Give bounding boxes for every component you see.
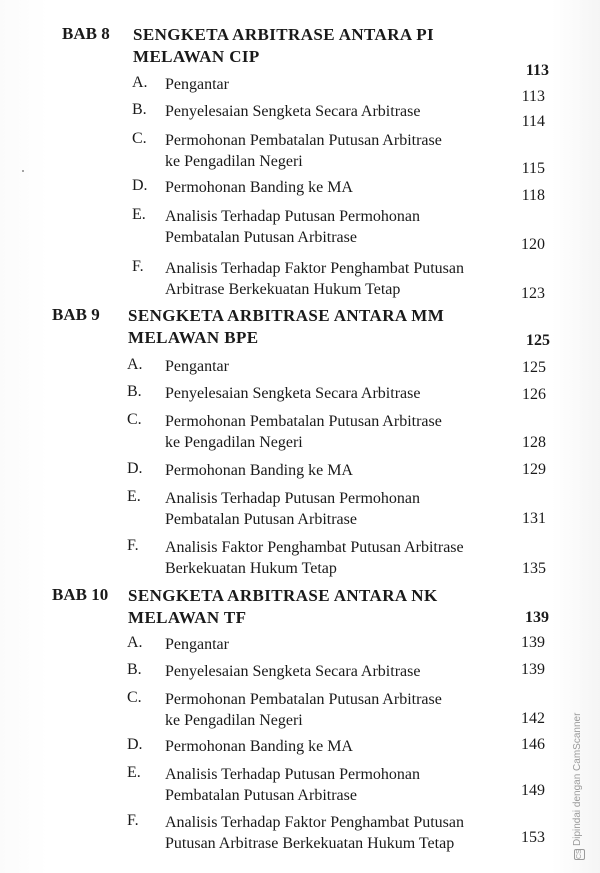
speck bbox=[22, 170, 24, 172]
section-title-line2: Pembatalan Putusan Arbitrase bbox=[165, 511, 357, 528]
scanner-watermark bbox=[572, 713, 585, 860]
camscanner-icon: CS bbox=[576, 849, 583, 859]
section-title-line2: ke Pengadilan Negeri bbox=[165, 712, 303, 729]
section-letter: F. bbox=[127, 537, 139, 554]
section-title-line1: Analisis Terhadap Putusan Permohonan bbox=[165, 766, 420, 783]
section-title-line1: Analisis Faktor Penghambat Putusan Arbitrase bbox=[165, 539, 464, 556]
section-letter: D. bbox=[132, 177, 148, 194]
section-letter: C. bbox=[127, 411, 142, 428]
chapter-title-line2: MELAWAN CIP bbox=[133, 47, 260, 66]
section-title-line1: Permohonan Banding ke MA bbox=[165, 462, 353, 479]
section-title-line1: Permohonan Pembatalan Putusan Arbitrase bbox=[165, 691, 442, 708]
section-title-line1: Analisis Terhadap Putusan Permohonan bbox=[165, 208, 420, 225]
section-title-line1: Pengantar bbox=[165, 76, 229, 93]
section-letter: B. bbox=[127, 383, 142, 400]
section-letter: E. bbox=[127, 488, 141, 505]
chapter-number: BAB 10 bbox=[52, 585, 109, 604]
section-title-line1: Permohonan Pembatalan Putusan Arbitrase bbox=[165, 413, 442, 430]
section-page-number: 126 bbox=[522, 386, 546, 403]
section-title-line2: Berkekuatan Hukum Tetap bbox=[165, 560, 337, 577]
section-title-line1: Analisis Terhadap Faktor Penghambat Putusan bbox=[165, 260, 464, 277]
chapter-page-number: 113 bbox=[525, 62, 549, 79]
chapter-page-number: 139 bbox=[525, 609, 549, 626]
section-page-number: 142 bbox=[521, 710, 545, 727]
section-letter: F. bbox=[132, 258, 144, 275]
section-page-number: 125 bbox=[522, 359, 546, 376]
section-title-line1: Permohonan Pembatalan Putusan Arbitrase bbox=[165, 132, 442, 149]
section-page-number: 131 bbox=[522, 510, 546, 527]
section-letter: C. bbox=[127, 689, 142, 706]
section-title-line1: Permohonan Banding ke MA bbox=[165, 738, 353, 755]
chapter-number: BAB 9 bbox=[52, 305, 100, 324]
section-title-line2: Arbitrase Berkekuatan Hukum Tetap bbox=[165, 281, 401, 298]
section-title-line1: Analisis Terhadap Faktor Penghambat Putusan bbox=[165, 814, 464, 831]
section-page-number: 135 bbox=[522, 560, 546, 577]
section-letter: A. bbox=[127, 634, 143, 651]
section-page-number: 129 bbox=[522, 461, 546, 478]
chapter-title-line2: MELAWAN BPE bbox=[128, 328, 259, 347]
section-letter: D. bbox=[127, 460, 143, 477]
chapter-title-line1: SENGKETA ARBITRASE ANTARA PI bbox=[133, 25, 435, 44]
chapter-title-line2: MELAWAN TF bbox=[128, 608, 247, 627]
section-letter: B. bbox=[127, 661, 142, 678]
section-title-line2: ke Pengadilan Negeri bbox=[165, 434, 303, 451]
section-letter: A. bbox=[132, 74, 148, 91]
section-page-number: 123 bbox=[521, 285, 545, 302]
section-title-line1: Penyelesaian Sengketa Secara Arbitrase bbox=[165, 663, 421, 680]
section-page-number: 149 bbox=[521, 782, 545, 799]
section-page-number: 146 bbox=[521, 736, 545, 753]
section-letter: A. bbox=[127, 356, 143, 373]
section-letter: D. bbox=[127, 736, 143, 753]
section-page-number: 115 bbox=[521, 160, 545, 177]
section-letter: B. bbox=[132, 101, 147, 118]
section-page-number: 118 bbox=[521, 187, 545, 204]
section-title-line1: Permohonan Banding ke MA bbox=[165, 179, 353, 196]
chapter-page-number: 125 bbox=[526, 332, 550, 349]
section-page-number: 113 bbox=[521, 88, 545, 105]
section-title-line2: Putusan Arbitrase Berkekuatan Hukum Tetap bbox=[165, 835, 455, 852]
chapter-number: BAB 8 bbox=[62, 24, 110, 43]
section-page-number: 139 bbox=[521, 661, 545, 678]
section-page-number: 153 bbox=[521, 829, 545, 846]
section-title-line2: ke Pengadilan Negeri bbox=[165, 153, 303, 170]
section-title-line2: Pembatalan Putusan Arbitrase bbox=[165, 229, 357, 246]
chapter-title-line1: SENGKETA ARBITRASE ANTARA NK bbox=[128, 586, 438, 605]
section-title-line1: Pengantar bbox=[165, 636, 229, 653]
section-page-number: 120 bbox=[521, 236, 545, 253]
watermark-text: Dipindai dengan CamScanner bbox=[572, 712, 583, 846]
section-title-line1: Penyelesaian Sengketa Secara Arbitrase bbox=[165, 385, 421, 402]
section-letter: E. bbox=[132, 206, 146, 223]
section-page-number: 139 bbox=[521, 634, 545, 651]
section-title-line1: Penyelesaian Sengketa Secara Arbitrase bbox=[165, 103, 421, 120]
section-letter: E. bbox=[127, 764, 141, 781]
chapter-title-line1: SENGKETA ARBITRASE ANTARA MM bbox=[128, 306, 445, 325]
section-letter: C. bbox=[132, 130, 147, 147]
section-title-line1: Analisis Terhadap Putusan Permohonan bbox=[165, 490, 420, 507]
section-page-number: 114 bbox=[521, 113, 545, 130]
section-title-line2: Pembatalan Putusan Arbitrase bbox=[165, 787, 357, 804]
section-letter: F. bbox=[127, 812, 139, 829]
section-title-line1: Pengantar bbox=[165, 358, 229, 375]
section-page-number: 128 bbox=[522, 434, 546, 451]
